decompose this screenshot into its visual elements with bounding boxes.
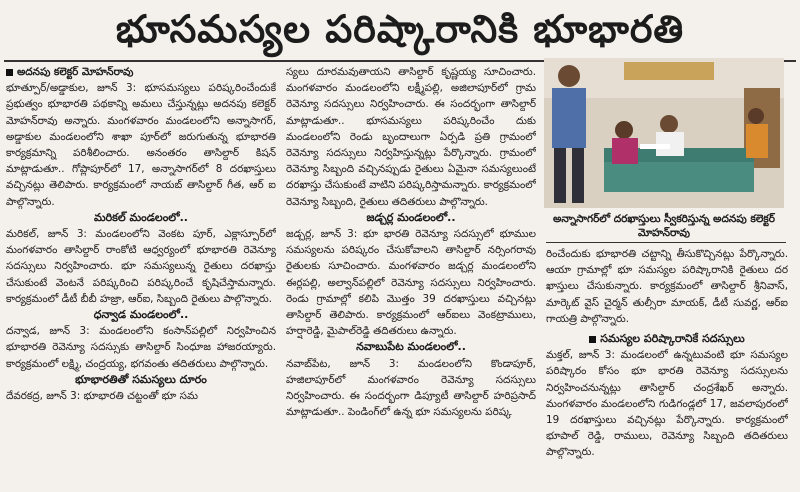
section-subheading — [546, 331, 788, 347]
byline-text: అదనపు కలెక్టర్ మోహన్‌రావు — [17, 66, 134, 78]
bullet-square-icon — [6, 69, 13, 76]
headline: భూసమస్యల పరిష్కారానికి భూభారతి — [115, 7, 685, 51]
article-paragraph: దన్వాడ, జూన్ 3: మండలంలోని కంసాన్‌పల్లిలో నిర్వహించిన భూభారతి రెవెన్యూ సదస్సుకు తాసిల్దార్ సింధూజ హాజరయ్యారు. కార్యక్రమంలో లక్ష్మి, చంద్రయ్య, భగవంతు తదితరులు పాల్గొన్నారు. — [6, 325, 276, 370]
bullet-square-icon — [589, 336, 596, 343]
news-photo — [544, 58, 784, 208]
article-paragraph: నవాబ్‌పేట, జూన్ 3: మండలంలోని కొండాపూర్, హజిలాపూర్‌లో మంగళవారం రెవెన్యూ సదస్సులు నిర్వహించారు. ఈ సందర్భంగా డిప్యూటీ తాసిల్దార్ హరిప్రసాద్ మాట్లాడుతూ.. పెండింగ్‌లో ఉన్న భూ సమస్యలను పరిష్క — [286, 357, 536, 419]
photo-illustration — [544, 58, 784, 208]
subheading-text: సమస్యల పరిష్కారానికే సదస్సులు — [600, 332, 745, 346]
column-3 — [546, 246, 788, 492]
article-paragraph: మరికల్, జూన్ 3: మండలంలోని వెంకట పూర్, ఎక్లాస్పూర్‌లో మంగళవారం తాసిల్దార్ రాంకోటి ఆధ్వర్యంలో భూభారతి రెవెన్యూ సదస్సులు నిర్వహించారు. భూ సమస్యలున్న రైతులు దరఖాస్తు చేసుకుంటే వెంటనే పరిష్కరించి పరిష్కరించే కృషిచేస్తామన్నారు. కార్యక్రమంలో డీటీ బీబీ హజ్రా, ఆర్ఐ, సిబ్బంది రైతులు పాల్గొన్నారు. — [6, 228, 276, 305]
caption-rule — [546, 242, 786, 243]
section-subheading: నవాబుపేట మండలంలో.. — [356, 340, 466, 354]
section-subheading: జడ్చర్ల మండలంలో.. — [366, 210, 456, 224]
photo-caption: అన్నాసాగర్‌లో దరఖాస్తులు స్వీకరిస్తున్న అదనపు కలెక్టర్ మోహన్‌రావు — [552, 213, 776, 239]
article-paragraph: స్యలు దూరమవుతాయని తాసిల్దార్ కృష్ణయ్య సూచించారు. మంగళవారం మండలంలోని లక్ష్మీపల్లి, అజిలాపూర్‌లో గ్రామ రెవెన్యూ సదస్సులు నిర్వహించారు. ఈ సందర్భంగా తాసిల్దార్ మాట్లాడుతూ.. భూసమస్యలు పరిష్కరించేం దుకు మండలంలోని రెండు బృందాలుగా ఏర్పడి ప్రతి గ్రామంలో రెవెన్యూ సదస్సులు నిర్వహిస్తున్నట్లు పేర్కొన్నారు. గ్రామంలో రెవెన్యూ సిబ్బంది వచ్చినప్పుడు రైతులు ఏమైనా సమస్యలుంటే దరఖాస్తు చేసుకుంటే వాటిని పరిష్కరిస్తామన్నారు. కార్యక్రమంలో రెవెన్యూ సిబ్బంది, రైతులు తదితరులు పాల్గొన్నారు. — [286, 66, 536, 208]
article-paragraph: మక్తల్, జూన్ 3: మండలంలో ఉన్నటువంటి భూ సమస్యల పరిష్కారం కోసం భూ భారతి రెవెన్యూ సదస్సులను నిర్వహించనున్నట్లు తాసిల్దార్ చంద్రశేఖర్ అన్నారు. మంగళవారం మండలంలోని గుడిగండ్లలో 17, జవలాపురంలో 19 దరఖాస్తులు వచ్చినట్లు పేర్కొన్నారు. కార్యక్రమంలో భూపాల్ రెడ్డి, రాములు, రెవెన్యూ సిబ్బంది తదితరులు పాల్గొన్నారు. — [546, 349, 788, 459]
article-paragraph: రించేందుకు భూభారతి చట్టాన్ని తీసుకొచ్చినట్లు పేర్కొన్నారు. ఆయా గ్రామాల్లో భూ సమస్యల పరిష్కారానికి రైతులు దర ఖాస్తులు చేసుకున్నారు. కార్యక్రమంలో తాసిల్దార్ శ్రీనివాస్, మార్కెట్ వైస్ చైర్మన్ తుల్సీరా మాయక్, డీటీ సువర్ణ, ఆర్ఐ గాయత్రి పాల్గొన్నారు. — [546, 248, 788, 325]
article-paragraph: దేవరకద్ర, జూన్ 3: భూభారతి చట్టంతో భూ సమ — [6, 390, 198, 403]
section-subheading: భూభారతితో సమస్యలు దూరం — [75, 372, 207, 386]
article-paragraph: జడ్చర్ల, జూన్ 3: భూ భారతి రెవెన్యూ సదస్సులో భూముల సమస్యలను పరిష్కరం చేసుకోవాలని తాసిల్దార్ నర్సింగరావు రైతులకు సూచించారు. మంగళవారం జడ్చర్ల మండలంలోని ఈర్లపల్లి, అల్వాన్‌పల్లిలో రెవెన్యూ సదస్సులు నిర్వహించారు. రెండు గ్రామాల్లో కలిపి మొత్తం 39 దరఖాస్తులు వచ్చినట్లు తాసిల్దార్ తెలిపారు. కార్యక్రమంలో ఆర్ఐలు వెంకట్రాములు, హర్షారెడ్డి, మైపాల్‌రెడ్డి తదితరులు ఉన్నారు. — [286, 228, 536, 338]
section-subheading: ధన్వాడ మండలంలో.. — [93, 308, 189, 322]
section-subheading: మరికల్ మండలంలో.. — [94, 210, 188, 224]
column-1 — [6, 64, 276, 492]
byline — [6, 64, 276, 80]
column-2 — [286, 64, 536, 492]
article-paragraph: భూత్పూర్/అడ్డాకుల, జూన్ 3: భూసమస్యలు పరిష్కరించేందుకే ప్రభుత్వం భూభారతి పథకాన్ని అమలు చేస్తున్నట్లు అదనపు కలెక్టర్ మోహన్‌రావు అన్నారు. మంగళవారం మండలంలోని అన్నాసాగర్, అడ్డాకుల మండలంలోని శాఖా పూర్‌లో జరుగుతున్న భూభారతి కార్యక్రమాన్ని పరిశీలించారు. అనంతరం తాసిల్దార్ కిషన్ మాట్లాడుతూ.. గోప్లాపూర్‌లో 17, అన్నాసాగర్‌లో 8 దరఖాస్తులు వచ్చినట్లు తెలిపారు. కార్యక్రమంలో నాయబ్ తాసిల్దార్ గీత, ఆర్ ఐ పాల్గొన్నారు. — [6, 82, 276, 208]
